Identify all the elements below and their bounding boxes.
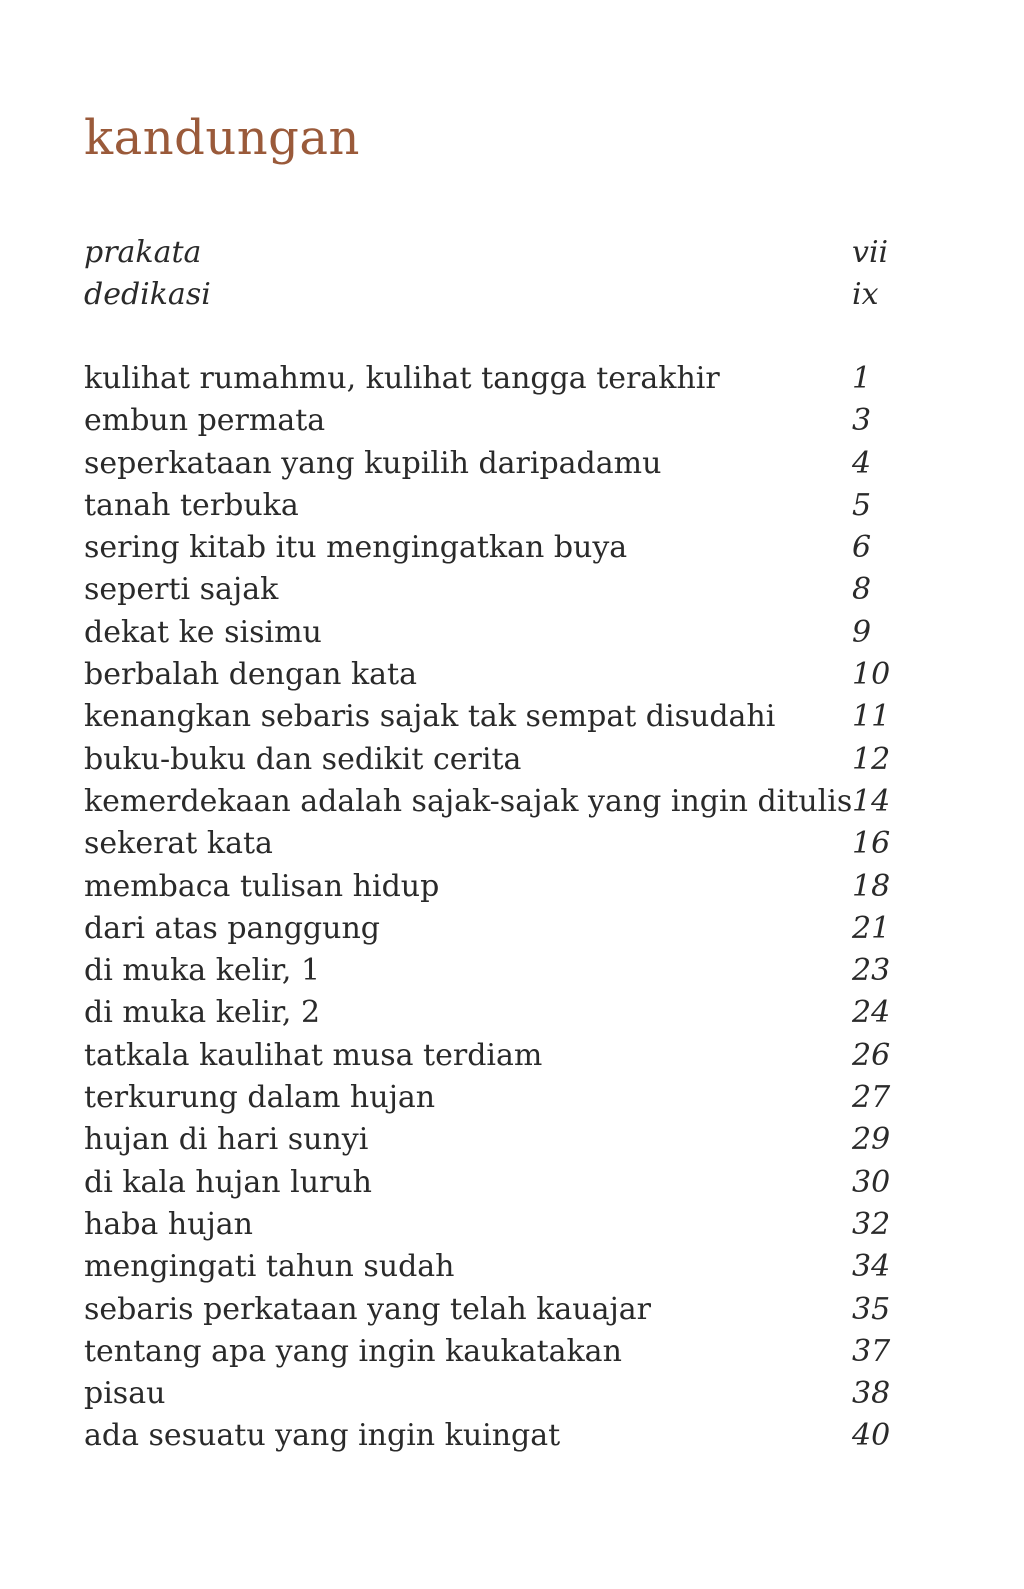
toc-entry-page: 1 <box>852 361 872 396</box>
front-matter-list <box>84 232 916 317</box>
toc-entry <box>84 1035 916 1077</box>
toc-entry-page: 16 <box>852 826 891 862</box>
toc-entry <box>84 1373 916 1415</box>
toc-entry <box>84 400 916 442</box>
toc-entry-front <box>84 232 916 274</box>
toc-entry-label: kenangkan sebaris sajak tak sempat disudahi <box>84 699 776 735</box>
toc-entry-page: vii <box>852 235 889 270</box>
toc-entry-page: 11 <box>852 699 891 735</box>
toc-entry-page: 40 <box>852 1418 891 1454</box>
toc-entry-label: terkurung dalam hujan <box>84 1080 436 1116</box>
toc-entry-page: 18 <box>852 868 891 904</box>
toc-entry-page: 4 <box>852 445 872 481</box>
toc-entry-page: 32 <box>852 1206 891 1242</box>
toc-entry-label: embun permata <box>84 403 326 439</box>
toc-entry-label: dedikasi <box>84 277 211 313</box>
toc-entry <box>84 781 916 823</box>
toc-entry-label: seperti sajak <box>84 572 279 608</box>
toc-entry <box>84 950 916 992</box>
toc-entry-label: di muka kelir, 1 <box>84 953 321 989</box>
toc-entry-front <box>84 274 916 316</box>
toc-entry <box>84 1119 916 1161</box>
toc-entry-label: prakata <box>84 235 202 270</box>
toc-entry-page: 27 <box>852 1080 891 1116</box>
toc-entry-page: 38 <box>852 1376 891 1412</box>
toc-entry-page: 14 <box>852 783 891 819</box>
toc-entry-label: mengingati tahun sudah <box>84 1249 455 1285</box>
toc-entry-page: 37 <box>852 1333 891 1369</box>
toc-entry-label: berbalah dengan kata <box>84 657 417 693</box>
toc-entry <box>84 1289 916 1331</box>
toc-entry-label: di kala hujan luruh <box>84 1164 373 1200</box>
toc-entry-label: haba hujan <box>84 1206 253 1242</box>
toc-entry <box>84 1162 916 1204</box>
toc-entry-label: sering kitab itu mengingatkan buya <box>84 530 628 566</box>
toc-entry-page: 3 <box>852 403 872 439</box>
page-title: kandungan <box>84 110 360 166</box>
toc-entry <box>84 1331 916 1373</box>
toc-entry-label: seperkataan yang kupilih daripadamu <box>84 445 662 481</box>
toc-entry <box>84 1246 916 1288</box>
toc-entry <box>84 908 916 950</box>
toc-entry <box>84 1204 916 1246</box>
toc-entry <box>84 823 916 865</box>
toc-entry-page: 8 <box>852 572 872 608</box>
toc-entry <box>84 1077 916 1119</box>
toc-entry-label: kulihat rumahmu, kulihat tangga terakhir <box>84 361 720 396</box>
toc-entry-label: hujan di hari sunyi <box>84 1122 369 1158</box>
toc-entry-label: tanah terbuka <box>84 487 299 523</box>
toc-entry-page: 29 <box>852 1122 891 1158</box>
toc-entry-page: 6 <box>852 530 872 566</box>
toc-entry-label: dekat ke sisimu <box>84 614 322 650</box>
toc-entry <box>84 569 916 611</box>
toc-entry-label: tatkala kaulihat musa terdiam <box>84 1037 543 1073</box>
toc-entry-page: ix <box>852 277 879 313</box>
toc-entry <box>84 866 916 908</box>
toc-entry-label: kemerdekaan adalah sajak-sajak yang ingin ditulis <box>84 783 852 819</box>
toc-entry <box>84 443 916 485</box>
toc-entry <box>84 739 916 781</box>
toc-entry <box>84 1415 916 1457</box>
toc-entry-page: 23 <box>852 953 891 989</box>
toc-entry-label: buku-buku dan sedikit cerita <box>84 741 522 777</box>
toc-entry <box>84 527 916 569</box>
toc-entry-label: di muka kelir, 2 <box>84 995 321 1031</box>
toc-entry-page: 34 <box>852 1249 891 1285</box>
toc-entry-label: tentang apa yang ingin kaukatakan <box>84 1333 622 1369</box>
toc-entry-page: 12 <box>852 741 891 777</box>
toc-entry-label: sekerat kata <box>84 826 273 862</box>
toc-entry-page: 5 <box>852 487 872 523</box>
toc-entry-label: dari atas panggung <box>84 910 380 946</box>
contents-list <box>84 358 916 1458</box>
toc-entry-page: 10 <box>852 657 891 693</box>
toc-entry-label: membaca tulisan hidup <box>84 868 440 904</box>
toc-entry-page: 26 <box>852 1037 891 1073</box>
toc-entry-label: ada sesuatu yang ingin kuingat <box>84 1418 561 1454</box>
toc-entry <box>84 358 916 400</box>
toc-entry-page: 30 <box>852 1164 891 1200</box>
toc-entry-page: 35 <box>852 1291 891 1327</box>
toc-entry <box>84 992 916 1034</box>
toc-entry <box>84 654 916 696</box>
toc-entry-label: pisau <box>84 1376 166 1412</box>
toc-entry <box>84 612 916 654</box>
toc-entry-page: 24 <box>852 995 891 1031</box>
toc-entry <box>84 485 916 527</box>
toc-entry <box>84 696 916 738</box>
toc-entry-page: 21 <box>852 910 891 946</box>
toc-entry-page: 9 <box>852 614 872 650</box>
toc-entry-label: sebaris perkataan yang telah kauajar <box>84 1291 651 1327</box>
